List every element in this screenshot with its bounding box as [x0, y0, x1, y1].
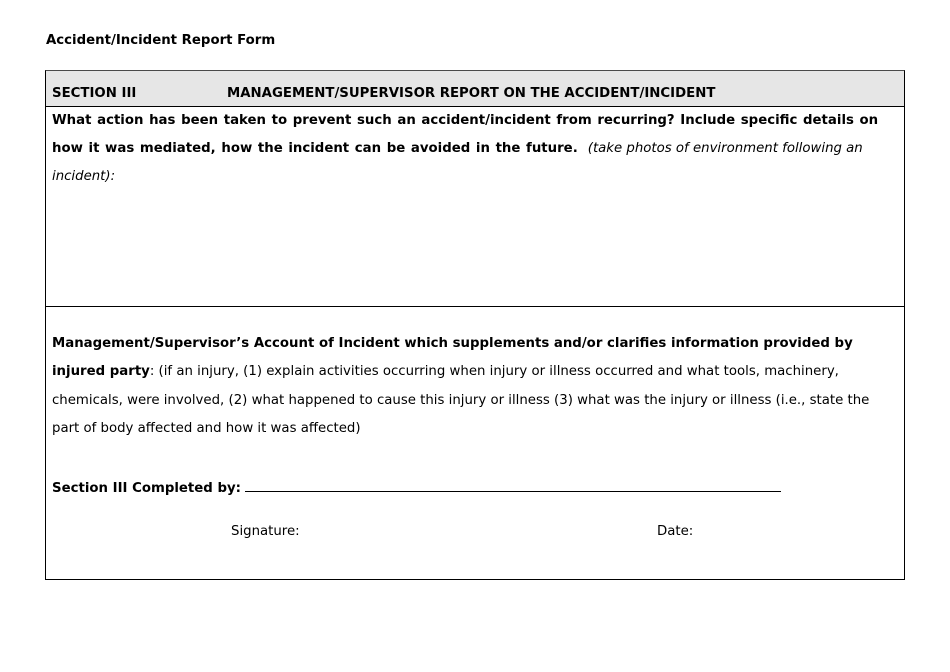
supervisor-account-instructions: : (if an injury, (1) explain activities occurring when injury or illness occurred and what tools, machinery, chemicals, were involved, (2) what happened to cause this injury or illness (3) what was the injury or illness (i.e., state the part of body affected and how it was affected) — [52, 364, 870, 437]
completed-by-row — [52, 477, 781, 496]
document-title: Accident/Incident Report Form — [46, 33, 276, 48]
section-heading: MANAGEMENT/SUPERVISOR REPORT ON THE ACCIDENT/INCIDENT — [227, 86, 716, 101]
prevention-action-question — [52, 107, 900, 191]
completed-by-line[interactable] — [245, 477, 781, 492]
supervisor-account-cell — [46, 307, 904, 579]
date-label: Date: — [657, 524, 694, 539]
section-header — [46, 71, 904, 107]
completed-by-label: Section III Completed by: — [52, 481, 241, 496]
supervisor-account-prompt: Management/Supervisor’s Account of Incident which supplements and/or clarifies information provided by injured party — [52, 336, 853, 380]
supervisor-account-question — [52, 330, 898, 444]
prevention-action-cell[interactable] — [46, 107, 904, 307]
signature-label: Signature: — [231, 524, 300, 539]
photo-note: (take photos of environment following an incident): — [52, 141, 863, 184]
section-label: SECTION III — [52, 86, 137, 101]
section-iii-form — [45, 70, 905, 580]
prevention-action-prompt: What action has been taken to prevent such an accident/incident from recurring? Include specific details on how it was mediated, how the incident can be avoided in the future. — [52, 113, 879, 156]
